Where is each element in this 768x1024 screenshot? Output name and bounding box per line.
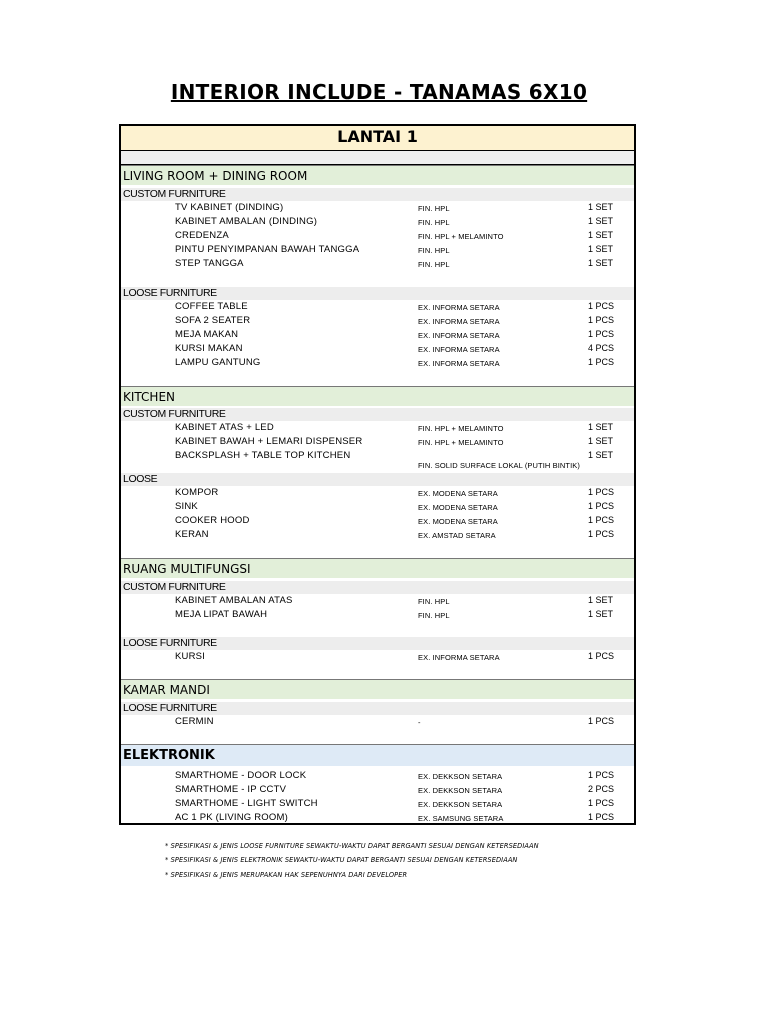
subsection-label: CUSTOM FURNITURE: [121, 581, 634, 594]
section-header: ELEKTRONIK: [121, 744, 634, 766]
section-header: LIVING ROOM + DINING ROOM: [121, 165, 634, 185]
item-quantity: 1 PCS: [588, 315, 615, 325]
list-item: [121, 500, 634, 514]
item-name: BACKSPLASH + TABLE TOP KITCHEN: [175, 450, 351, 461]
list-item: [121, 243, 634, 257]
item-spec: EX. DEKKSON SETARA: [418, 800, 503, 809]
list-item: [121, 797, 634, 811]
item-quantity: 1 PCS: [588, 301, 615, 311]
item-spec: FIN. SOLID SURFACE LOKAL (PUTIH BINTIK): [418, 461, 580, 470]
floor-header: LANTAI 1: [121, 126, 634, 151]
list-item: [121, 215, 634, 229]
subsection-label: LOOSE FURNITURE: [121, 702, 634, 715]
item-name: AC 1 PK (LIVING ROOM): [175, 812, 288, 823]
list-item: [121, 528, 634, 542]
footnote-line: * SPESIFIKASI & JENIS MERUPAKAN HAK SEPENUHNYA DARI DEVELOPER: [165, 871, 408, 879]
footnote-line: * SPESIFIKASI & JENIS LOOSE FURNITURE SEWAKTU-WAKTU DAPAT BERGANTI SESUAI DENGAN KETERSEDIAAN: [165, 842, 539, 850]
list-item: [121, 811, 634, 825]
item-name: CREDENZA: [175, 230, 229, 241]
item-quantity: 1 SET: [588, 609, 614, 619]
list-item: [121, 435, 634, 449]
item-spec: EX. AMSTAD SETARA: [418, 531, 496, 540]
list-item: [121, 201, 634, 215]
item-spec: EX. INFORMA SETARA: [418, 303, 500, 312]
item-quantity: 1 PCS: [588, 812, 615, 822]
list-item: [121, 486, 634, 500]
item-spec: EX. INFORMA SETARA: [418, 331, 500, 340]
item-spec: EX. DEKKSON SETARA: [418, 772, 503, 781]
item-spec: EX. INFORMA SETARA: [418, 317, 500, 326]
footnote-line: * SPESIFIKASI & JENIS ELEKTRONIK SEWAKTU-WAKTU DAPAT BERGANTI SESUAI DENGAN KETERSEDIAAN: [165, 856, 518, 864]
list-item: [121, 300, 634, 314]
item-name: KURSI: [175, 651, 206, 662]
item-spec: EX. MODENA SETARA: [418, 517, 498, 526]
item-quantity: 1 SET: [588, 202, 614, 212]
item-spec: EX. MODENA SETARA: [418, 489, 498, 498]
item-quantity: 1 PCS: [588, 798, 615, 808]
item-name: KABINET BAWAH + LEMARI DISPENSER: [175, 436, 363, 447]
item-spec: EX. MODENA SETARA: [418, 503, 498, 512]
list-item: [121, 229, 634, 243]
item-quantity: 2 PCS: [588, 784, 615, 794]
item-quantity: 1 PCS: [588, 357, 615, 367]
item-name: SINK: [175, 501, 198, 512]
section-header: KITCHEN: [121, 386, 634, 406]
item-name: KABINET AMBALAN ATAS: [175, 595, 293, 606]
item-name: KABINET AMBALAN (DINDING): [175, 216, 318, 227]
item-quantity: 1 SET: [588, 436, 614, 446]
item-quantity: 4 PCS: [588, 343, 615, 353]
item-quantity: 1 SET: [588, 422, 614, 432]
item-name: KERAN: [175, 529, 209, 540]
list-item: [121, 514, 634, 528]
item-quantity: 1 SET: [588, 244, 614, 254]
item-quantity: 1 PCS: [588, 651, 615, 661]
item-quantity: 1 PCS: [588, 487, 615, 497]
item-name: LAMPU GANTUNG: [175, 357, 261, 368]
item-spec: FIN. HPL: [418, 246, 450, 255]
list-item: [121, 449, 634, 472]
item-spec: FIN. HPL + MELAMINTO: [418, 424, 504, 433]
item-name: SMARTHOME - LIGHT SWITCH: [175, 798, 318, 809]
item-quantity: 1 PCS: [588, 329, 615, 339]
item-name: KOMPOR: [175, 487, 219, 498]
list-item: [121, 783, 634, 797]
item-name: MEJA LIPAT BAWAH: [175, 609, 268, 620]
item-spec: FIN. HPL + MELAMINTO: [418, 232, 504, 241]
list-item: [121, 356, 634, 370]
item-spec: EX. SAMSUNG SETARA: [418, 814, 504, 823]
item-name: SMARTHOME - DOOR LOCK: [175, 770, 307, 781]
item-name: TV KABINET (DINDING): [175, 202, 284, 213]
item-spec: FIN. HPL: [418, 204, 450, 213]
spec-table: [119, 124, 636, 825]
item-name: STEP TANGGA: [175, 258, 244, 269]
list-item: [121, 342, 634, 356]
subsection-label: LOOSE FURNITURE: [121, 287, 634, 300]
list-item: [121, 421, 634, 435]
item-quantity: 1 PCS: [588, 716, 615, 726]
item-name: PINTU PENYIMPANAN BAWAH TANGGA: [175, 244, 360, 255]
item-name: MEJA MAKAN: [175, 329, 239, 340]
item-spec: FIN. HPL + MELAMINTO: [418, 438, 504, 447]
item-quantity: 1 SET: [588, 230, 614, 240]
item-quantity: 1 SET: [588, 258, 614, 268]
list-item: [121, 328, 634, 342]
list-item: [121, 715, 634, 729]
item-spec: FIN. HPL: [418, 218, 450, 227]
list-item: [121, 257, 634, 271]
subsection-label: LOOSE: [121, 473, 634, 486]
document-title: INTERIOR INCLUDE - TANAMAS 6X10: [170, 80, 588, 104]
list-item: [121, 769, 634, 783]
list-item: [121, 314, 634, 328]
item-quantity: 1 PCS: [588, 501, 615, 511]
list-item: [121, 650, 634, 664]
item-spec: FIN. HPL: [418, 260, 450, 269]
item-name: SMARTHOME - IP CCTV: [175, 784, 287, 795]
item-spec: EX. INFORMA SETARA: [418, 359, 500, 368]
item-quantity: 1 SET: [588, 450, 614, 460]
subsection-label: LOOSE FURNITURE: [121, 637, 634, 650]
item-name: KURSI MAKAN: [175, 343, 243, 354]
item-quantity: 1 PCS: [588, 770, 615, 780]
item-quantity: 1 SET: [588, 595, 614, 605]
item-name: CERMIN: [175, 716, 214, 727]
item-quantity: 1 PCS: [588, 515, 615, 525]
list-item: [121, 594, 634, 608]
subsection-label: CUSTOM FURNITURE: [121, 188, 634, 201]
item-spec: FIN. HPL: [418, 611, 450, 620]
item-name: COFFEE TABLE: [175, 301, 248, 312]
item-spec: -: [418, 718, 421, 727]
item-quantity: 1 SET: [588, 216, 614, 226]
item-spec: EX. DEKKSON SETARA: [418, 786, 503, 795]
item-quantity: 1 PCS: [588, 529, 615, 539]
subsection-label: CUSTOM FURNITURE: [121, 408, 634, 421]
item-name: SOFA 2 SEATER: [175, 315, 251, 326]
item-name: KABINET ATAS + LED: [175, 422, 274, 433]
item-spec: EX. INFORMA SETARA: [418, 345, 500, 354]
section-header: RUANG MULTIFUNGSI: [121, 558, 634, 578]
item-spec: EX. INFORMA SETARA: [418, 653, 500, 662]
item-name: COOKER HOOD: [175, 515, 250, 526]
item-spec: FIN. HPL: [418, 597, 450, 606]
list-item: [121, 608, 634, 622]
spacer-band: [121, 151, 634, 165]
section-header: KAMAR MANDI: [121, 679, 634, 699]
